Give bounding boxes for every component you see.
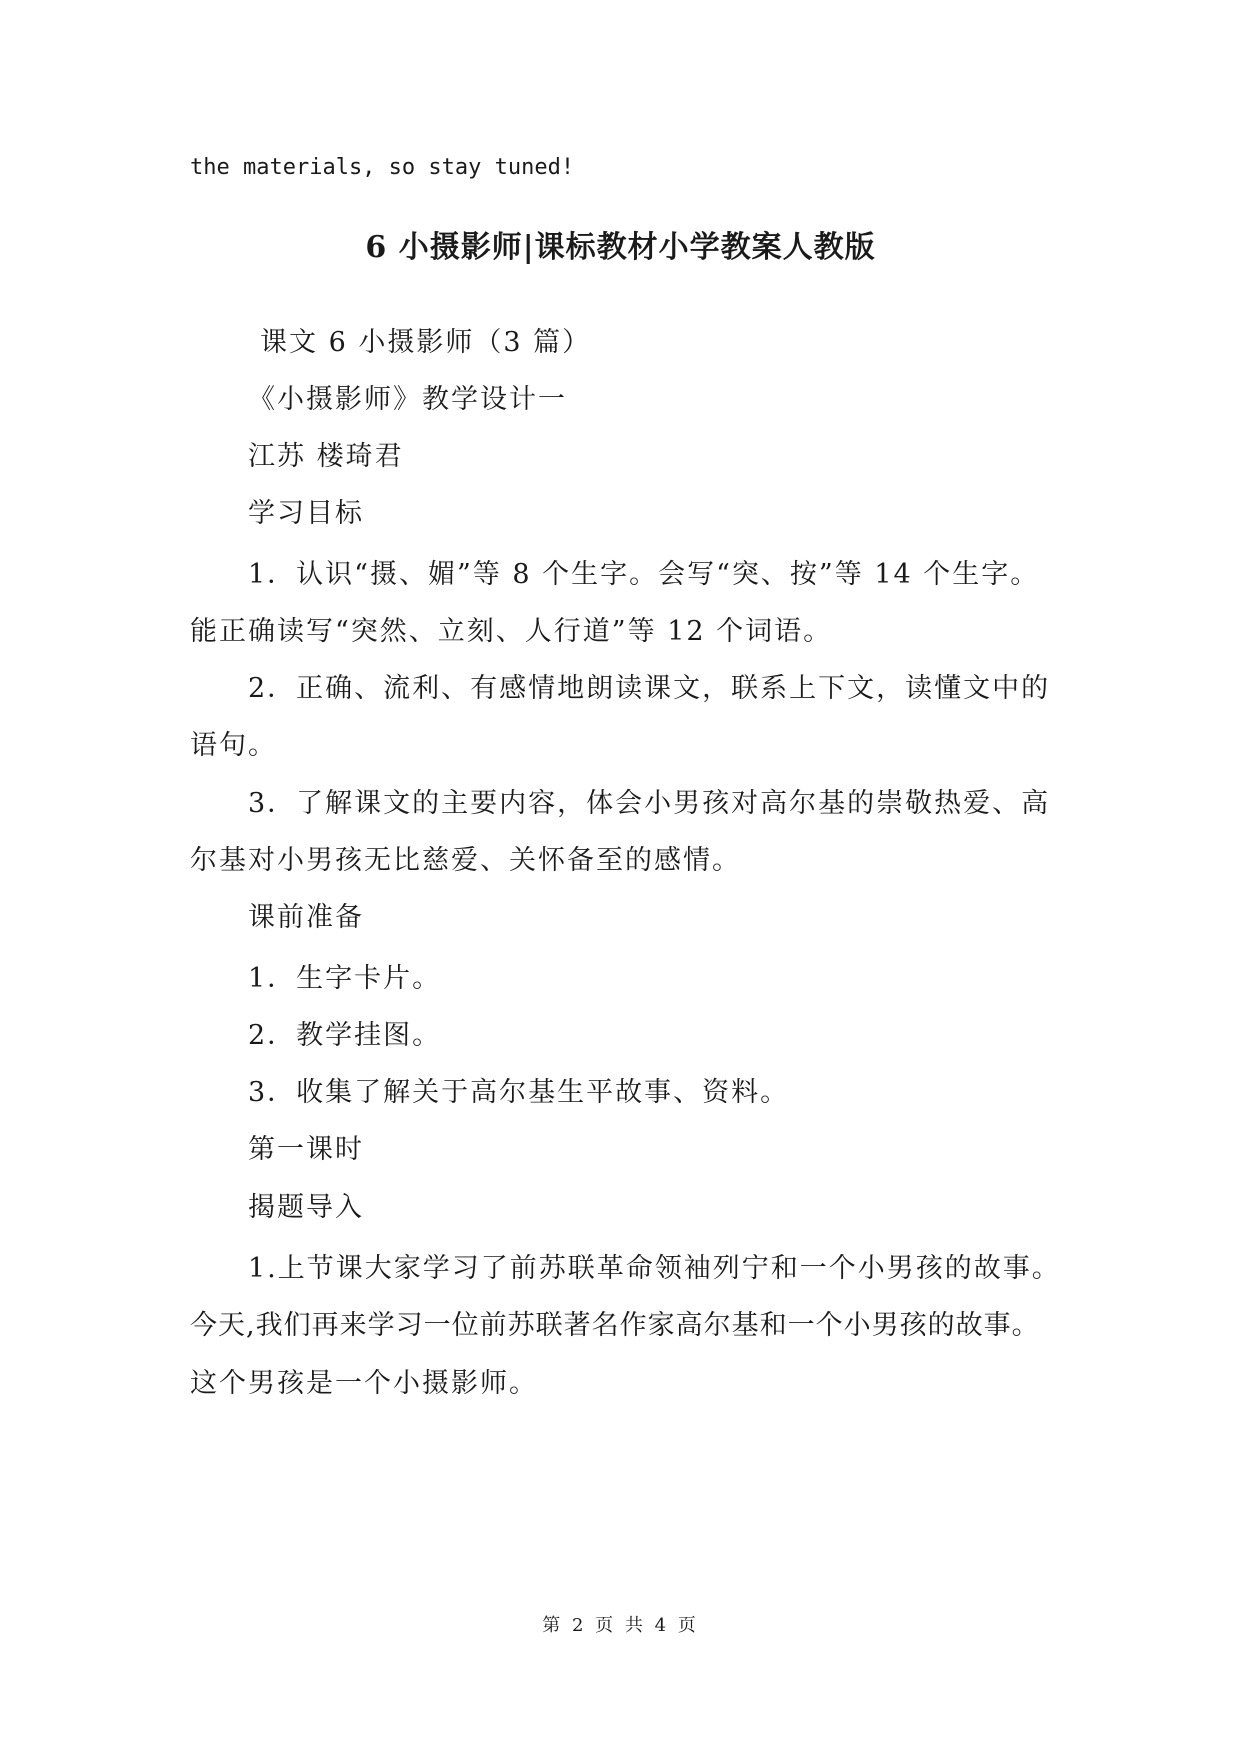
goal-3-line-1: 3．了解课文的主要内容，体会小男孩对高尔基的崇敬热爱、高 [248, 788, 1051, 819]
section-heading-prep: 课前准备 [248, 902, 364, 933]
design-heading: 《小摄影师》教学设计一 [248, 384, 567, 415]
document-title: 6 小摄影师|课标教材小学教案人教版 [365, 230, 876, 265]
goal-1-line-2: 能正确读写“突然、立刻、人行道”等 12 个词语。 [190, 616, 833, 647]
prep-item-3: 3．收集了解关于高尔基生平故事、资料。 [248, 1077, 790, 1108]
goal-2-line-1: 2．正确、流利、有感情地朗读课文，联系上下文，读懂文中的 [248, 673, 1051, 704]
intro-para-line-1: 1.上节课大家学习了前苏联革命领袖列宁和一个小男孩的故事。 [248, 1253, 1061, 1284]
intro-para-line-2: 今天,我们再来学习一位前苏联著名作家高尔基和一个小男孩的故事。 [190, 1310, 1040, 1341]
goal-1-line-1: 1．认识“摄、媚”等 8 个生字。会写“突、按”等 14 个生字。 [248, 559, 1040, 590]
page-indicator: 第 2 页 共 4 页 [542, 1615, 699, 1636]
intro-para-line-3: 这个男孩是一个小摄影师。 [190, 1368, 538, 1399]
author-line: 江苏 楼琦君 [248, 441, 404, 472]
goal-2-line-2: 语句。 [190, 730, 277, 761]
goal-3-line-2: 尔基对小男孩无比慈爱、关怀备至的感情。 [190, 845, 741, 876]
lesson-heading: 课文 6 小摄影师（3 篇） [260, 327, 592, 358]
prep-item-2: 2．教学挂图。 [248, 1020, 442, 1051]
carry-over-text: the materials, so stay tuned! [190, 155, 575, 180]
section-heading-goals: 学习目标 [248, 498, 364, 529]
section-heading-first-period: 第一课时 [248, 1134, 364, 1165]
section-heading-intro: 揭题导入 [248, 1192, 364, 1223]
prep-item-1: 1．生字卡片。 [248, 963, 442, 994]
